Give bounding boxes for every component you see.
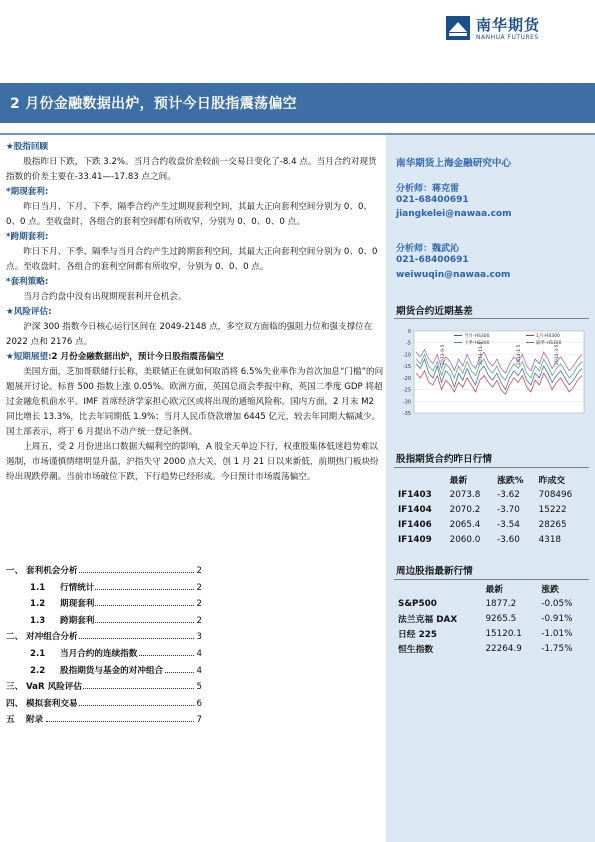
toc-number: 二、 bbox=[6, 632, 24, 643]
table-cell: -1.01% bbox=[541, 628, 573, 639]
toc-number: 2.1 bbox=[30, 648, 46, 659]
page-title: 2 月份金融数据出炉，预计今日股指震荡偏空 bbox=[10, 96, 297, 112]
table-cell: S&P500 bbox=[398, 598, 437, 609]
analyst-1-name: 分析师：蒋克雷 bbox=[396, 184, 460, 194]
table-cell: 708496 bbox=[538, 489, 573, 500]
section-title: *跨期套利: bbox=[6, 232, 49, 242]
chart-title: 期货合约近期基差 bbox=[396, 306, 473, 317]
table-row bbox=[396, 487, 588, 502]
table-row bbox=[396, 611, 588, 626]
section-text: 股指昨日下跌，下跌 3.2%。当月合约收盘价差较前一交易日变化了-8.4 点。当月合约对现货指数的价差主要在-33.41—-17.83 点之间。 bbox=[6, 157, 377, 182]
analyst-1-email[interactable]: jiangkelei@nawaa.com bbox=[396, 209, 512, 219]
toc-page: 2 bbox=[196, 582, 202, 593]
toc-number: 三、 bbox=[6, 682, 24, 693]
section-text: 昨日当月、下月、下季、隔季合约产生过期现套利空间，其最大正向套利空间分别为 0、0、0、0 点。至收盘时，各组合的套利空间都有所收窄，分别为 0、0、0、0 点。 bbox=[6, 202, 373, 227]
y-tick-label: -30 bbox=[402, 399, 411, 406]
column-header: 涨跌% bbox=[497, 476, 524, 486]
table-cell: -0.91% bbox=[541, 613, 573, 624]
x-tick-label: 2013-11-5 bbox=[479, 341, 484, 365]
toc-item[interactable] bbox=[6, 596, 202, 613]
table-cell: 15222 bbox=[538, 504, 567, 515]
section-text: 美国方面，芝加哥联储行长称，美联储正在就如何取消将 6.5%失业率作为首次加息“门槛”的问题展开讨论。标普 500 指数上涨 0.05%。欧洲方面，英国总商会季报中称，英国二季度 GDP 将超过金融危机前水平。IMF 首席经济学家担心欧元区或将出现的通缩风险称。国内方面，2 月末 M2 同比增长 13.3%，比去年同期低 1.9%；当月人民币贷款增加 6445 亿元，较去年同期大幅减少。国土部表示，将于 6 月提出不动产统一登记条例。 bbox=[6, 367, 384, 437]
toc-label: 股指期货与基金的对冲组合 bbox=[60, 663, 164, 679]
y-tick-label: -15 bbox=[402, 364, 411, 371]
table-cell: -3.54 bbox=[497, 519, 520, 530]
toc-item[interactable] bbox=[6, 679, 202, 696]
table-cell: IF1406 bbox=[398, 519, 432, 530]
section-title: ★股指回顾 bbox=[6, 142, 49, 152]
section-title: ★短期展望: bbox=[6, 352, 52, 362]
legend-label: 隔季-HS300 bbox=[536, 341, 562, 346]
table-cell: 28265 bbox=[538, 519, 567, 530]
table-cell: 1877.2 bbox=[485, 598, 517, 609]
toc-label: 行情统计 bbox=[60, 580, 95, 596]
table-row bbox=[396, 596, 588, 611]
x-tick-label: 2013-9-5 bbox=[441, 344, 446, 365]
section-title: *期现套利: bbox=[6, 187, 49, 197]
column-header bbox=[396, 472, 448, 487]
y-tick-label: -20 bbox=[402, 375, 411, 382]
toc-page: 2 bbox=[196, 599, 202, 610]
toc-item[interactable] bbox=[6, 646, 202, 663]
futures-quote-table bbox=[396, 472, 588, 547]
toc-label: VaR 风险评估 bbox=[26, 679, 83, 695]
section-text: 上周五，受 2 月份进出口数据大幅利空的影响，A 股全天单边下行，权重股集体低迷趋势难以遏制，市场谨慎情绪明显升温，沪指失守 2000 点大关，创 1 月 21 日以来新低，前期热门板块纷纷出现跌停潮。当前市场破位下跌，下行趋势已经形成。今日预计市场震荡偏空。 bbox=[6, 442, 379, 482]
table-cell: 2070.2 bbox=[449, 504, 481, 515]
toc-page: 5 bbox=[196, 682, 202, 693]
toc-number: 1.2 bbox=[30, 599, 46, 610]
world-index-table bbox=[396, 581, 588, 656]
outlook-heading bbox=[6, 350, 384, 365]
toc-label: 附录 bbox=[26, 712, 44, 728]
toc-page: 2 bbox=[196, 615, 202, 626]
toc-label: 套利机会分析 bbox=[26, 563, 79, 579]
table-cell: 法兰克福 DAX bbox=[398, 615, 458, 625]
title-banner bbox=[0, 83, 595, 123]
toc-number: 1.3 bbox=[30, 615, 46, 626]
toc-label: 期现套利 bbox=[60, 596, 95, 612]
world-title: 周边股指最新行情 bbox=[396, 566, 473, 577]
y-tick-label: 0 bbox=[407, 329, 411, 335]
toc-number: 五 bbox=[6, 715, 15, 726]
divider bbox=[394, 579, 589, 580]
toc-item[interactable] bbox=[6, 712, 202, 729]
toc-leader bbox=[46, 721, 194, 722]
toc-item[interactable] bbox=[6, 696, 202, 713]
divider bbox=[394, 318, 589, 319]
toc-page: 2 bbox=[196, 566, 202, 576]
toc-number: 2.2 bbox=[30, 665, 46, 676]
table-cell: IF1403 bbox=[398, 489, 432, 500]
column-header: 最新 bbox=[485, 585, 504, 595]
table-row bbox=[396, 532, 588, 547]
section-title: *套利策略: bbox=[6, 277, 49, 287]
table-header-row bbox=[396, 472, 588, 487]
org-name: 南华期货上海金融研究中心 bbox=[396, 158, 512, 169]
y-tick-label: -25 bbox=[402, 387, 411, 394]
toc-number: 四、 bbox=[6, 698, 24, 709]
table-cell: IF1409 bbox=[398, 534, 432, 545]
table-cell: 2065.4 bbox=[449, 519, 481, 530]
section-text: 沪深 300 指数今日核心运行区间在 2049-2148 点，多空双方面临的强阻力位和强支撑位在 2022 点和 2176 点。 bbox=[6, 322, 373, 347]
table-cell: 15120.1 bbox=[485, 628, 522, 639]
toc-item[interactable] bbox=[6, 613, 202, 630]
x-tick-label: 2014-1-5 bbox=[517, 344, 522, 365]
section-text: 当月合约盘中没有出现期现套利开仓机会。 bbox=[23, 292, 187, 302]
quote-title: 股指期货合约昨日行情 bbox=[396, 454, 492, 465]
analyst-1-phone: 021-68400691 bbox=[396, 195, 469, 205]
y-tick-label: -5 bbox=[406, 340, 411, 347]
basis-chart bbox=[392, 325, 590, 425]
y-tick-label: -10 bbox=[402, 352, 411, 359]
legend-label: 1月-HS300 bbox=[536, 334, 560, 339]
toc-item[interactable] bbox=[6, 663, 202, 680]
column-header: 涨跌 bbox=[541, 585, 559, 595]
toc-page: 4 bbox=[196, 665, 202, 676]
table-cell: -3.70 bbox=[497, 504, 520, 515]
toc-page: 3 bbox=[196, 632, 202, 643]
analyst-2-phone: 021-68400691 bbox=[396, 255, 469, 265]
table-header-row bbox=[396, 581, 588, 596]
toc-item[interactable] bbox=[6, 580, 202, 597]
table-row bbox=[396, 502, 588, 517]
table-cell: 2073.8 bbox=[449, 489, 481, 500]
toc-number: 一、 bbox=[6, 566, 24, 576]
table-cell: 2060.0 bbox=[449, 534, 481, 545]
x-tick-label: 2014-3-5 bbox=[555, 344, 560, 365]
table-cell: 9265.5 bbox=[485, 613, 517, 624]
table-row bbox=[396, 517, 588, 532]
table-cell: IF1404 bbox=[398, 504, 432, 515]
table-cell: -1.75% bbox=[541, 643, 573, 654]
table-row bbox=[396, 641, 588, 656]
toc-page: 6 bbox=[196, 698, 202, 709]
logo-en: NANHUA FUTURES bbox=[476, 34, 539, 41]
toc-label: 对冲组合分析 bbox=[26, 629, 79, 645]
table-cell: 日经 225 bbox=[398, 630, 438, 640]
analyst-2-name: 分析师：魏武沁 bbox=[396, 244, 460, 254]
table-cell: 22264.9 bbox=[485, 643, 522, 654]
table-cell: 4318 bbox=[538, 534, 562, 545]
column-header: 最新 bbox=[449, 476, 468, 486]
toc-label: 跨期套利 bbox=[60, 613, 95, 629]
company-logo bbox=[438, 14, 578, 48]
toc-item[interactable] bbox=[6, 629, 202, 646]
table-cell: -3.62 bbox=[497, 489, 520, 500]
toc-number: 1.1 bbox=[30, 582, 46, 593]
sidebar bbox=[386, 135, 595, 842]
logo-cn: 南华期货 bbox=[476, 16, 541, 34]
y-tick-label: -35 bbox=[402, 411, 411, 417]
section-text: 昨日下月、下季、隔季与当月合约产生过跨期套利空间，其最大正向套利空间分别为 0、0、0 点。至收盘时，各组合的套利空间都有所收窄，分别为 0、0、0 点。 bbox=[6, 247, 378, 272]
table-cell: -0.05% bbox=[541, 598, 573, 609]
table-of-contents bbox=[6, 563, 202, 729]
toc-page: 4 bbox=[196, 648, 202, 659]
table-row bbox=[396, 626, 588, 641]
column-header bbox=[396, 581, 483, 596]
analyst-2-email[interactable]: weiwuqin@nawaa.com bbox=[396, 270, 511, 280]
column-header: 昨成交 bbox=[538, 476, 566, 486]
toc-label: 当月合约的连续指数 bbox=[60, 646, 138, 662]
legend-label: 当月-HS300 bbox=[464, 334, 490, 339]
table-cell: -3.60 bbox=[497, 534, 520, 545]
section-title: ★风险评估: bbox=[6, 307, 52, 317]
toc-item[interactable] bbox=[6, 563, 202, 580]
toc-page: 7 bbox=[196, 715, 202, 726]
divider bbox=[394, 467, 589, 468]
outlook-subtitle: 2 月份金融数据出炉，预计今日股指震荡偏空 bbox=[51, 352, 224, 362]
toc-label: 模拟套利交易 bbox=[26, 696, 79, 712]
logo-icon bbox=[446, 16, 470, 40]
main-content bbox=[6, 140, 384, 485]
table-cell: 恒生指数 bbox=[398, 645, 434, 655]
legend-label: 下季-HS300 bbox=[464, 341, 490, 346]
